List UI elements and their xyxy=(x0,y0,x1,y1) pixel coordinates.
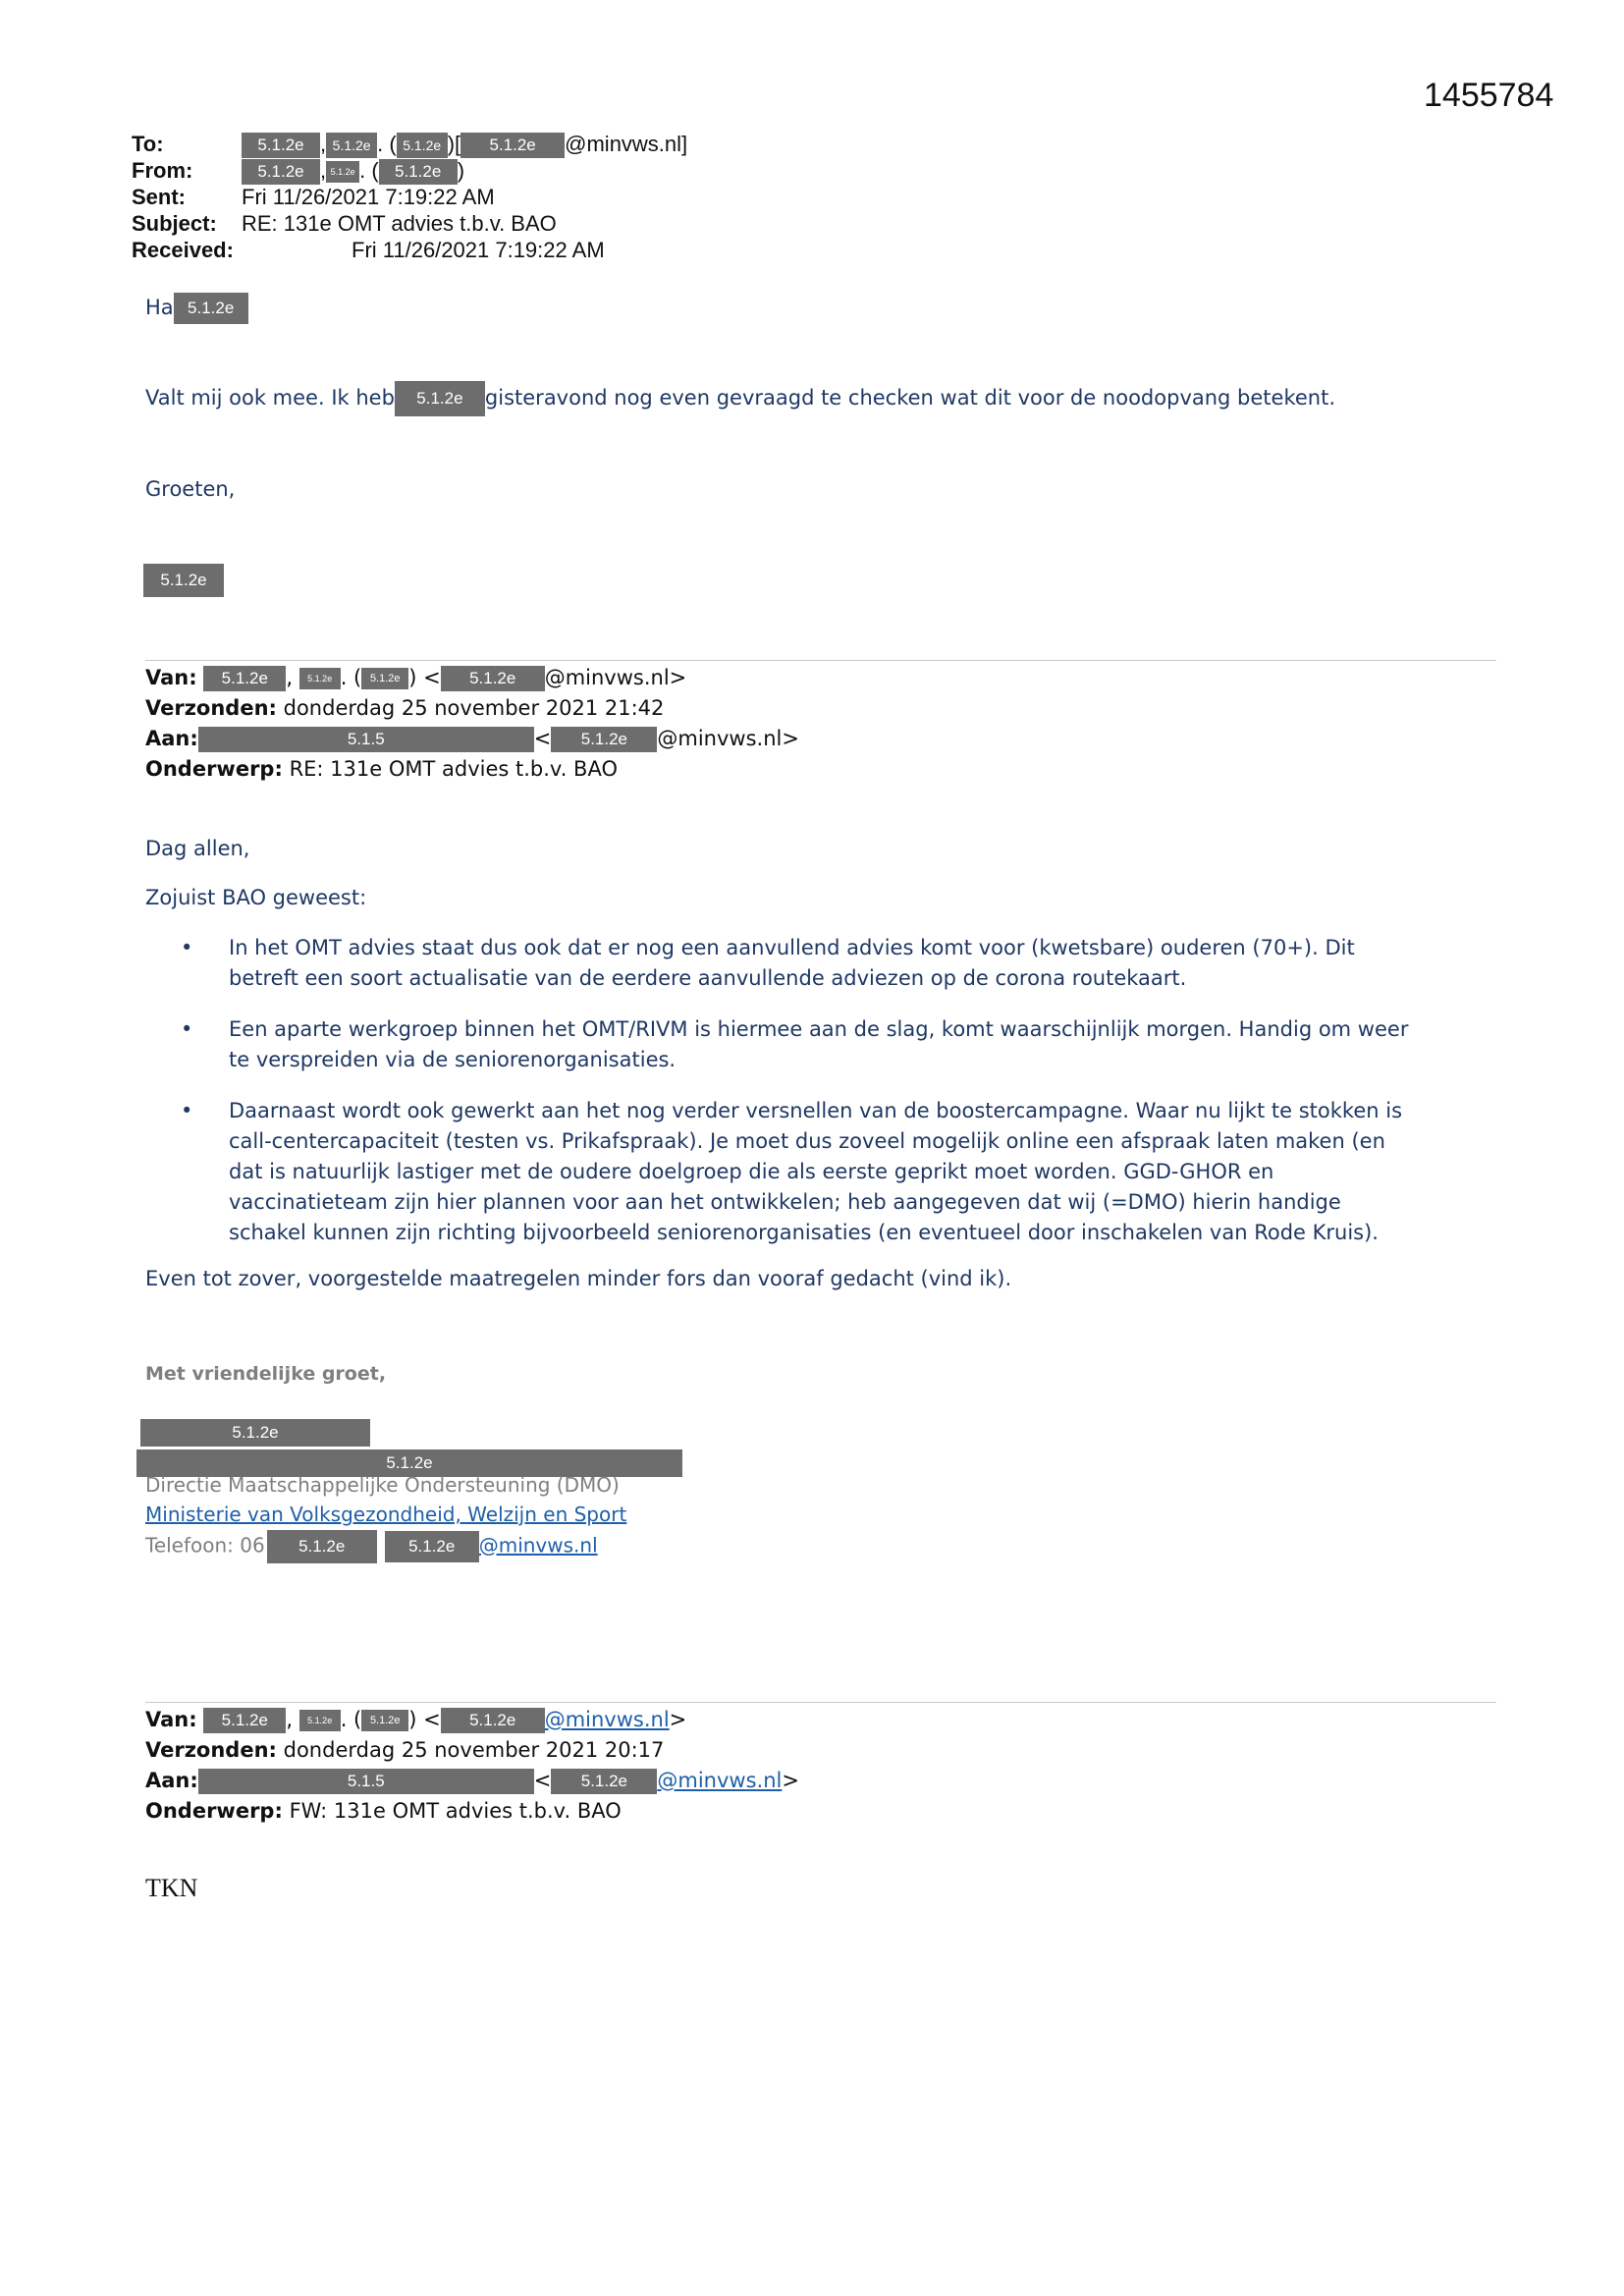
sent-label: Sent: xyxy=(132,185,186,209)
redaction: 5.1.2e xyxy=(326,161,359,183)
punct: ) xyxy=(457,158,465,183)
redaction: 5.1.2e xyxy=(441,1708,545,1733)
punct: , xyxy=(320,132,327,156)
punct: > xyxy=(782,1769,799,1792)
sign-off: Met vriendelijke groet, xyxy=(145,1363,387,1385)
reply-closing: Groeten, xyxy=(145,477,236,501)
email1-verzonden-row xyxy=(145,693,664,724)
punct: ) < xyxy=(408,1708,441,1731)
van-label: Van: xyxy=(145,1708,197,1731)
divider xyxy=(145,660,1496,661)
sent-value: Fri 11/26/2021 7:19:22 AM xyxy=(242,185,495,209)
verzonden-label: Verzonden: xyxy=(145,696,277,720)
bullet-dot: • xyxy=(181,1099,193,1122)
email1-greeting: Dag allen, xyxy=(145,837,250,860)
punct: , xyxy=(320,158,327,183)
verzonden-label: Verzonden: xyxy=(145,1738,277,1762)
punct: , xyxy=(286,666,293,689)
redaction: 5.1.2e xyxy=(441,666,545,691)
reply-greeting xyxy=(145,293,248,324)
document-number: 1455784 xyxy=(1424,77,1554,114)
email1-intro: Zojuist BAO geweest: xyxy=(145,886,367,909)
reply-text: gisteravond nog even gevraagd te checken wat dit voor de noodopvang betekent. xyxy=(484,386,1336,410)
redaction: 5.1.2e xyxy=(395,381,485,416)
redaction: 5.1.2e xyxy=(242,159,320,185)
sig-name xyxy=(140,1419,370,1447)
punct: . ( xyxy=(359,158,379,183)
redaction: 5.1.2e xyxy=(379,159,458,185)
reply-text: Valt mij ook mee. Ik heb xyxy=(145,386,395,410)
subject-label: Subject: xyxy=(132,211,217,236)
list-item xyxy=(145,1096,1422,1248)
to-suffix: @minvws.nl] xyxy=(565,132,688,156)
onderwerp-label: Onderwerp: xyxy=(145,1799,283,1823)
redaction: 5.1.2e xyxy=(299,668,341,689)
punct: < xyxy=(533,727,552,750)
redaction: 5.1.2e xyxy=(460,133,565,158)
onderwerp-value: FW: 131e OMT advies t.b.v. BAO xyxy=(289,1799,622,1823)
header-from-row xyxy=(132,157,464,185)
punct: , xyxy=(286,1708,293,1731)
van-label: Van: xyxy=(145,666,197,689)
redaction: 5.1.2e xyxy=(397,133,448,158)
reply-signature xyxy=(143,564,224,597)
email1-onderwerp-row xyxy=(145,754,618,785)
bullet-text: Een aparte werkgroep binnen het OMT/RIVM is hiermee aan de slag, komt waarschijnlijk morgen. Handig om weer te verspreiden via de seniorenorganisaties. xyxy=(229,1017,1409,1071)
bullet-text: Daarnaast wordt ook gewerkt aan het nog verder versnellen van de boostercampagne. Waar nu lijkt te stokken is call-centercapaciteit (testen vs. Prikafspraak). Je moet dus zoveel mogelijk online een afspraak laten maken (en dat is natuurlijk lastiger met de oudere doelgroep die als eerste geprikt moet worden. GGD-GHOR en vaccinatieteam zijn hier plannen voor aan het ontwikkelen; heb aangegeven dat wij (=DMO) hierin handige schakel kunnen zijn richting bijvoorbeeld seniorenorganisaties (en eventueel door inschakelen van Rode Kruis). xyxy=(229,1099,1403,1244)
header-to-row xyxy=(132,131,687,158)
email2-onderwerp-row xyxy=(145,1796,622,1827)
email1-van-row xyxy=(145,663,686,693)
email1-outro: Even tot zover, voorgestelde maatregelen minder fors dan vooraf gedacht (vind ik). xyxy=(145,1267,1012,1290)
aan-label: Aan: xyxy=(145,727,198,750)
punct: )[ xyxy=(447,132,461,156)
divider xyxy=(145,1702,1496,1703)
redaction: 5.1.2e xyxy=(203,1708,286,1733)
list-item xyxy=(145,1014,1422,1075)
verzonden-value: donderdag 25 november 2021 21:42 xyxy=(283,696,665,720)
redaction: 5.1.5 xyxy=(198,1769,534,1794)
sig-dept: Directie Maatschappelijke Ondersteuning (DMO) xyxy=(145,1473,620,1497)
redaction: 5.1.2e xyxy=(242,133,320,158)
sig-phone-row xyxy=(145,1530,598,1563)
to-label: To: xyxy=(132,132,164,156)
received-value: Fri 11/26/2021 7:19:22 AM xyxy=(352,238,605,262)
aan-suffix: @minvws.nl> xyxy=(657,727,799,750)
redaction: 5.1.2e xyxy=(326,133,377,158)
redaction: 5.1.2e xyxy=(361,1710,408,1731)
redaction: 5.1.2e xyxy=(299,1710,341,1731)
redaction: 5.1.2e xyxy=(174,293,248,324)
redaction: 5.1.2e xyxy=(361,668,408,689)
redaction: 5.1.2e xyxy=(551,1769,657,1794)
received-label: Received: xyxy=(132,238,234,262)
email1-aan-row xyxy=(145,724,799,754)
punct: < xyxy=(533,1769,552,1792)
sig-ministry-link[interactable]: Ministerie van Volksgezondheid, Welzijn en Sport xyxy=(145,1503,627,1526)
subject-value: RE: 131e OMT advies t.b.v. BAO xyxy=(242,211,557,236)
redaction: 5.1.2e xyxy=(267,1530,377,1563)
header-sent-row xyxy=(132,184,495,210)
punct: ) < xyxy=(408,666,441,689)
verzonden-value: donderdag 25 november 2021 20:17 xyxy=(283,1738,665,1762)
redaction: 5.1.2e xyxy=(551,727,657,752)
aan-label: Aan: xyxy=(145,1769,198,1792)
header-received-row xyxy=(132,237,605,263)
redaction: 5.1.2e xyxy=(203,666,286,691)
email2-verzonden-row xyxy=(145,1735,664,1766)
from-label: From: xyxy=(132,158,193,183)
van-email-link[interactable]: @minvws.nl xyxy=(544,1708,670,1731)
email2-body: TKN xyxy=(145,1874,198,1902)
bullet-dot: • xyxy=(181,936,193,959)
redaction: 5.1.2e xyxy=(385,1531,479,1562)
bullet-dot: • xyxy=(181,1017,193,1041)
redaction: 5.1.2e xyxy=(140,1419,370,1447)
redaction: 5.1.5 xyxy=(198,727,534,752)
punct: . ( xyxy=(377,132,397,156)
header-subject-row xyxy=(132,210,557,237)
onderwerp-label: Onderwerp: xyxy=(145,757,283,781)
punct: > xyxy=(669,1708,687,1731)
van-suffix: @minvws.nl> xyxy=(544,666,687,689)
aan-email-link[interactable]: @minvws.nl xyxy=(657,1769,783,1792)
email2-aan-row xyxy=(145,1766,799,1796)
redaction: 5.1.2e xyxy=(136,1449,682,1477)
list-item xyxy=(145,933,1422,994)
bullet-text: In het OMT advies staat dus ook dat er nog een aanvullend advies komt voor (kwetsbare) ouderen (70+). Dit betreft een soort actualisatie van de eerdere aanvullende adviezen op de corona routekaart. xyxy=(229,936,1355,990)
onderwerp-value: RE: 131e OMT advies t.b.v. BAO xyxy=(289,757,618,781)
email2-van-row xyxy=(145,1705,686,1735)
punct: . ( xyxy=(340,666,362,689)
reply-line xyxy=(145,381,1335,416)
bullet-list xyxy=(145,933,1422,1269)
greeting-text: Ha xyxy=(145,296,174,319)
phone-label: Telefoon: 06 xyxy=(145,1533,265,1558)
redaction: 5.1.2e xyxy=(143,564,224,597)
sig-email-link[interactable]: @minvws.nl xyxy=(478,1533,598,1558)
punct: . ( xyxy=(340,1708,362,1731)
